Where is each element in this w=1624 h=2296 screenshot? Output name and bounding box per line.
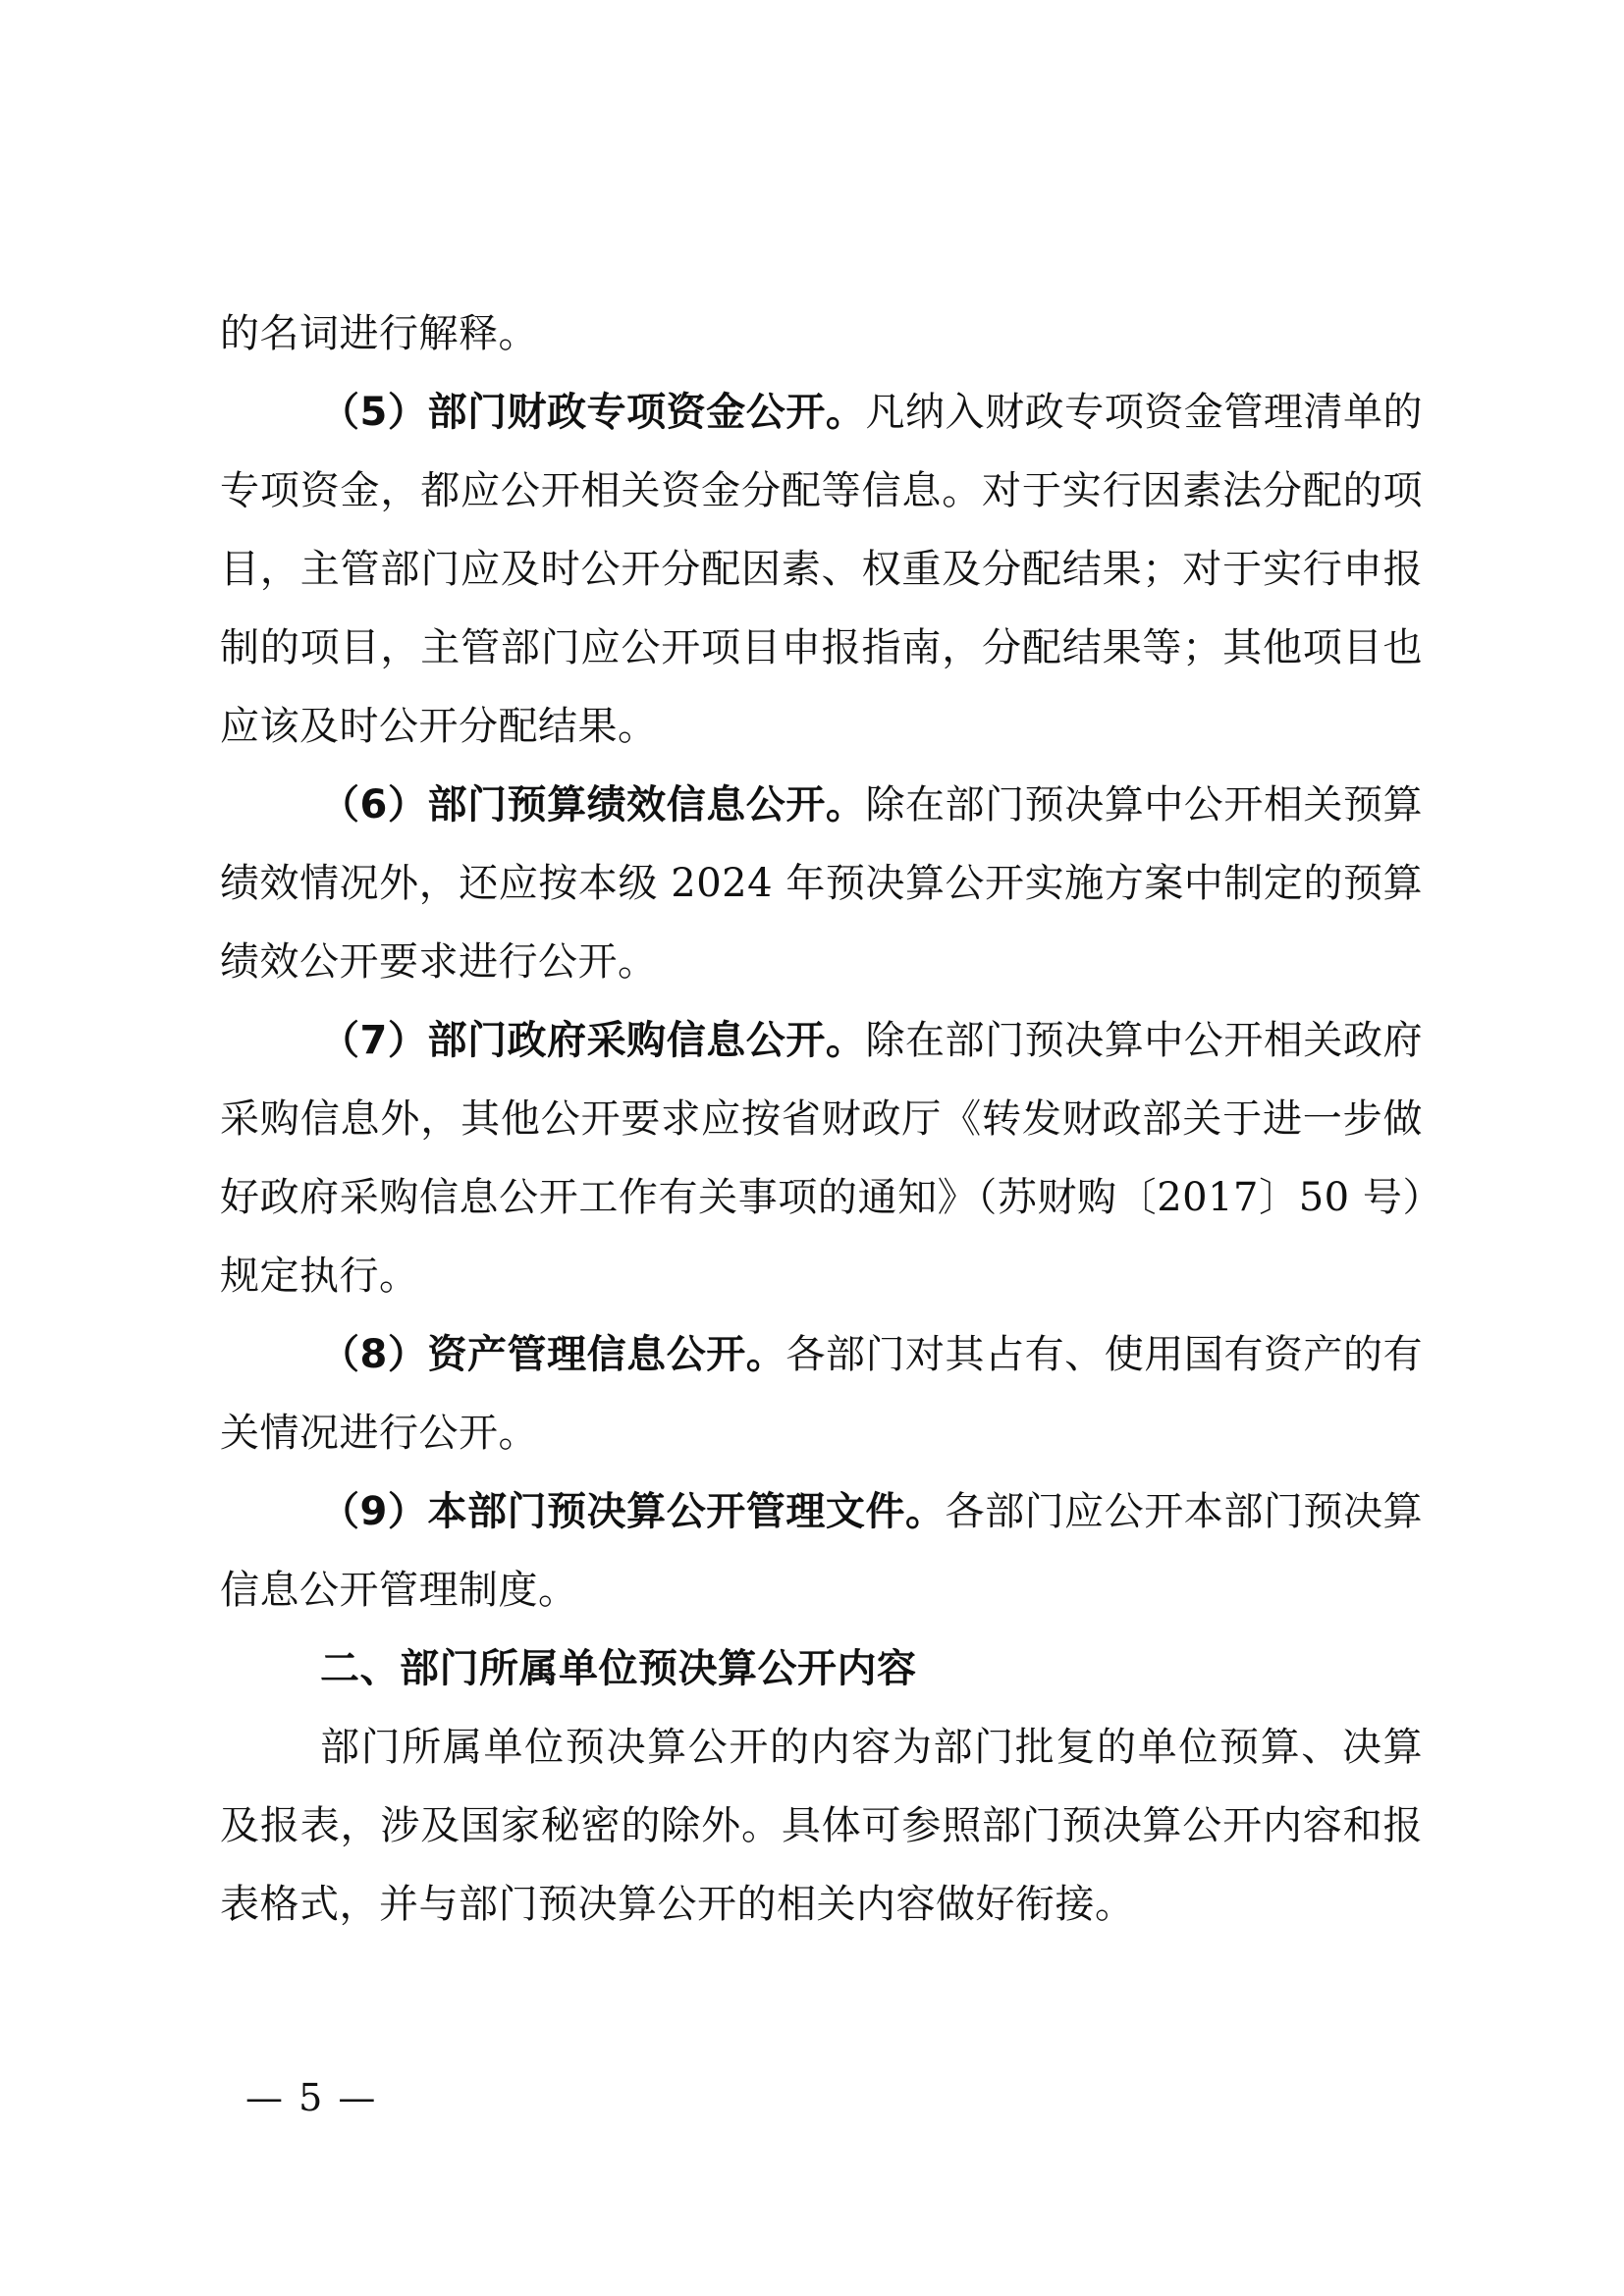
item-text-performance-info: 除在部门预决算中公开相关预算绩效情况外，还应按本级 2024 年预决算公开实施方案中制定的预算绩效公开要求进行公开。: [220, 782, 1423, 985]
item-text-management-files: 各部门应公开本部门预决算信息公开管理制度。: [220, 1489, 1424, 1613]
paragraph-special-funds: [220, 373, 1423, 766]
paragraph-performance-info: [220, 766, 1423, 1001]
item-heading-management-files: （9）本部门预决算公开管理文件。: [320, 1489, 946, 1534]
paragraph-continuation: 的名词进行解释。: [220, 311, 538, 356]
item-heading-procurement-info: （7）部门政府采购信息公开。: [320, 1018, 866, 1063]
item-heading-special-funds: （5）部门财政专项资金公开。: [320, 390, 866, 435]
item-text-special-funds: 凡纳入财政专项资金管理清单的专项资金，都应公开相关资金分配等信息。对于实行因素法分配的项目，主管部门应及时公开分配因素、权重及分配结果；对于实行申报制的项目，主管部门应公开项目申报指南，分配结果等；其他项目也应该及时公开分配结果。: [220, 390, 1423, 749]
item-heading-performance-info: （6）部门预算绩效信息公开。: [320, 782, 866, 828]
page-number: — 5 —: [245, 2076, 378, 2119]
item-heading-asset-info: （8）资产管理信息公开。: [320, 1332, 786, 1377]
paragraph-asset-info: [220, 1315, 1423, 1472]
section-heading: 二、部门所属单位预决算公开内容: [320, 1646, 917, 1691]
paragraph-procurement-info: [220, 1001, 1423, 1315]
document-body: [220, 294, 1423, 1944]
paragraph-management-files: [220, 1472, 1423, 1629]
item-text-asset-info: 各部门对其占有、使用国有资产的有关情况进行公开。: [220, 1332, 1424, 1456]
item-text-procurement-info: 除在部门预决算中公开相关政府采购信息外，其他公开要求应按省财政厅《转发财政部关于进一步做好政府采购信息公开工作有关事项的通知》（苏财购〔2017〕50 号）规定执行。: [220, 1018, 1423, 1299]
paragraph-subordinate-units: 部门所属单位预决算公开的内容为部门批复的单位预算、决算及报表，涉及国家秘密的除外。具体可参照部门预决算公开内容和报表格式，并与部门预决算公开的相关内容做好衔接。: [220, 1725, 1423, 1927]
